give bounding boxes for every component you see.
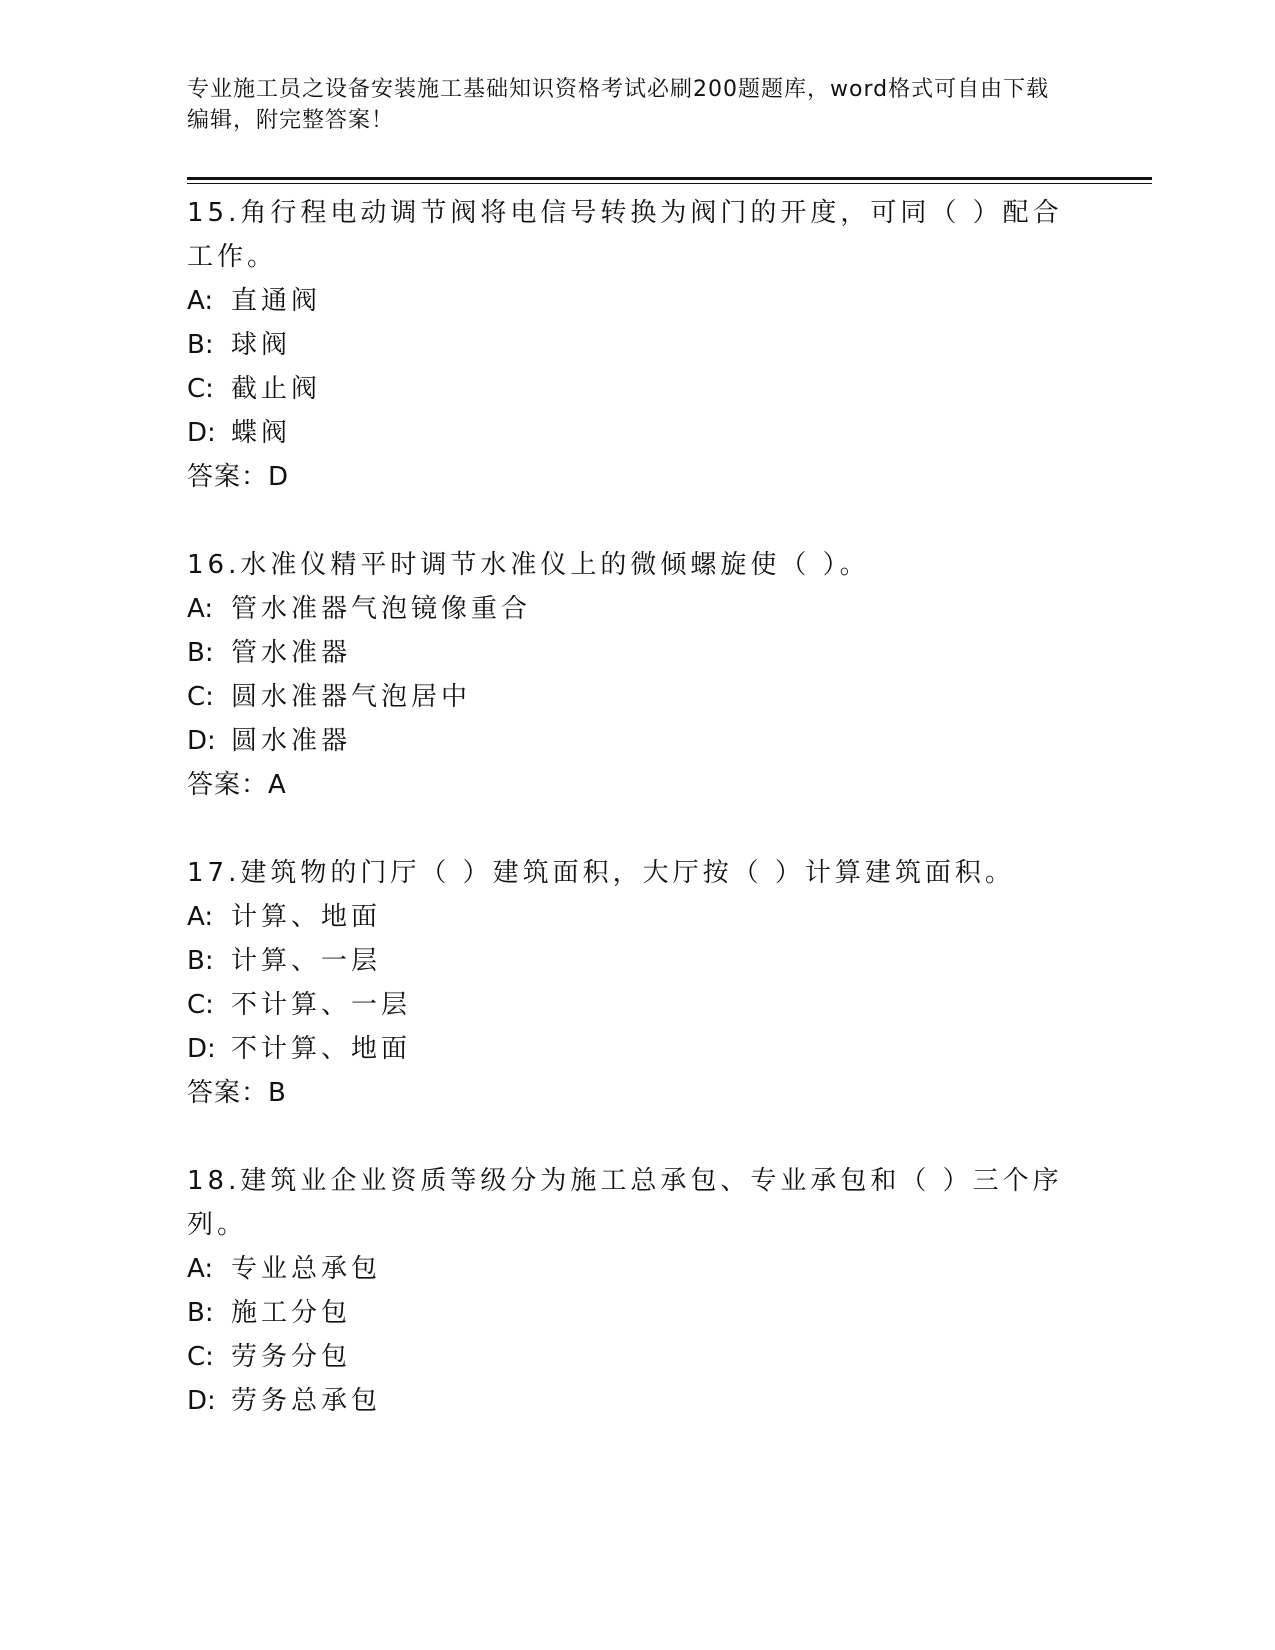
option-text: 不计算、一层 bbox=[231, 990, 412, 1020]
option-text: 施工分包 bbox=[231, 1298, 352, 1328]
option-key: A: bbox=[187, 594, 214, 624]
option-text: 计算、一层 bbox=[231, 946, 382, 976]
option-text: 圆水准器气泡居中 bbox=[231, 682, 472, 712]
option-text: 计算、地面 bbox=[231, 902, 382, 932]
option-key: C: bbox=[187, 1342, 214, 1372]
option-key: D: bbox=[187, 1386, 216, 1416]
question-text: 15.角行程电动调节阀将电信号转换为阀门的开度，可同（ ）配合工作。 bbox=[187, 198, 1063, 272]
document-header: 专业施工员之设备安装施工基础知识资格考试必刷200题题库，word格式可自由下载编辑，附完整答案！ bbox=[187, 77, 1050, 133]
option-d bbox=[187, 1379, 1087, 1423]
answer-line: 答案：A bbox=[187, 770, 287, 800]
option-c bbox=[187, 367, 1087, 411]
option-text: 劳务分包 bbox=[231, 1342, 352, 1372]
option-c bbox=[187, 675, 1087, 719]
option-key: D: bbox=[187, 726, 216, 756]
option-d bbox=[187, 1027, 1087, 1071]
question-18 bbox=[187, 1159, 1087, 1423]
option-key: A: bbox=[187, 1254, 214, 1284]
option-key: B: bbox=[187, 638, 214, 668]
header-divider-thin bbox=[187, 183, 1152, 184]
option-key: C: bbox=[187, 990, 214, 1020]
question-text: 17.建筑物的门厅（ ）建筑面积，大厅按（ ）计算建筑面积。 bbox=[187, 858, 1015, 888]
option-text: 不计算、地面 bbox=[231, 1034, 412, 1064]
option-key: D: bbox=[187, 418, 216, 448]
option-key: C: bbox=[187, 374, 214, 404]
question-text: 16.水准仪精平时调节水准仪上的微倾螺旋使（ ）。 bbox=[187, 550, 870, 580]
option-c bbox=[187, 1335, 1087, 1379]
option-key: D: bbox=[187, 1034, 216, 1064]
option-key: B: bbox=[187, 1298, 214, 1328]
question-text: 18.建筑业企业资质等级分为施工总承包、专业承包和（ ）三个序列。 bbox=[187, 1166, 1063, 1240]
option-text: 劳务总承包 bbox=[231, 1386, 382, 1416]
header-divider-thick bbox=[187, 177, 1152, 180]
option-a bbox=[187, 895, 1087, 939]
option-key: A: bbox=[187, 902, 214, 932]
option-c bbox=[187, 983, 1087, 1027]
option-b bbox=[187, 631, 1087, 675]
option-text: 蝶阀 bbox=[231, 418, 292, 448]
option-key: B: bbox=[187, 330, 214, 360]
option-text: 专业总承包 bbox=[231, 1254, 382, 1284]
question-16 bbox=[187, 543, 1087, 807]
option-key: C: bbox=[187, 682, 214, 712]
option-text: 管水准器气泡镜像重合 bbox=[231, 594, 532, 624]
option-a bbox=[187, 587, 1087, 631]
answer-line: 答案：B bbox=[187, 1078, 287, 1108]
option-b bbox=[187, 939, 1087, 983]
option-d bbox=[187, 411, 1087, 455]
option-text: 截止阀 bbox=[231, 374, 322, 404]
question-list bbox=[187, 191, 1087, 1467]
option-key: A: bbox=[187, 286, 214, 316]
option-a bbox=[187, 279, 1087, 323]
answer-line: 答案：D bbox=[187, 462, 290, 492]
option-text: 圆水准器 bbox=[231, 726, 352, 756]
option-key: B: bbox=[187, 946, 214, 976]
option-text: 直通阀 bbox=[231, 286, 322, 316]
option-d bbox=[187, 719, 1087, 763]
option-a bbox=[187, 1247, 1087, 1291]
option-b bbox=[187, 1291, 1087, 1335]
question-15 bbox=[187, 191, 1087, 499]
option-text: 管水准器 bbox=[231, 638, 352, 668]
option-b bbox=[187, 323, 1087, 367]
question-17 bbox=[187, 851, 1087, 1115]
option-text: 球阀 bbox=[231, 330, 292, 360]
